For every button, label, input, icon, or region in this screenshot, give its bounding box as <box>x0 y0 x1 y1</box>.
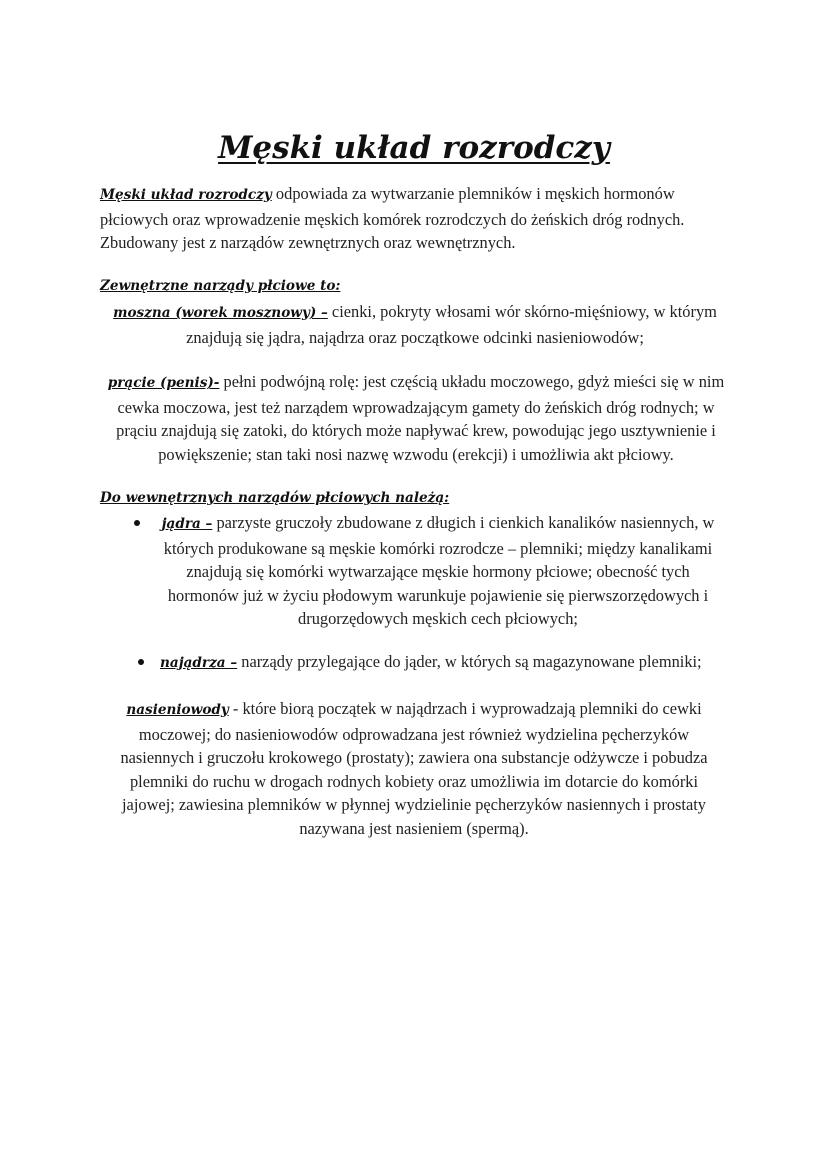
bullet-dot-najadrza <box>138 659 144 665</box>
jadra-text: parzyste gruczoły zbudowane z długich i cienkich kanalików nasiennych, w których produkowane są męskie komórki rozrodcze – plemniki; między kanalikami znajdują się komórki wytwarzające męskie hormony płciowe; obecność tych hormonów już w życiu płodowym warunkuje pojawienie się pierwszorzędowych i drugorzędowych męskich cech płciowych; <box>163 513 715 628</box>
pracie-text: pełni podwójną rolę: jest częścią układu moczowego, gdyż mieści się w nim cewka moczowa, jest też narządem wprowadzającym gamety do żeńskich dróg rodnych; w prąciu znajdują się zatoki, do których może napływać krew, powodując jego usztywnienie i powiększenie; stan taki nosi nazwę wzwodu (erekcji) i umożliwia akt płciowy. <box>116 372 725 464</box>
nasieniowody-term: nasieniowody <box>126 702 229 718</box>
pracie-term: prącie (penis)- <box>107 375 220 391</box>
najadrza-term: najądrza – <box>160 655 238 671</box>
najadrza-item <box>160 650 760 676</box>
pracie-paragraph <box>98 370 734 466</box>
najadrza-text: narządy przylegające do jąder, w których są magazynowane plemniki; <box>237 652 702 671</box>
page-title: Męski układ rozrodczy <box>218 130 610 166</box>
nasieniowody-text: - które biorą początek w najądrzach i wyprowadzają plemniki do cewki moczowej; do nasieniowodów odprowadzana jest również wydzielina pęcherzyków nasiennych i gruczołu krokowego (prostaty); zawiera ona substancje odżywcze i pobudza plemniki do ruchu w drogach rodnych kobiety oraz umożliwia im dotarcie do komórki jajowej; zawiesina plemników w płynnej wydzielinie pęcherzyków nasiennych i prostaty nazywana jest nasieniem (spermą). <box>120 699 708 838</box>
internal-heading: Do wewnętrznych narządów płciowych należą: <box>100 490 450 506</box>
jadra-item <box>150 511 726 631</box>
jadra-term: jądra – <box>161 516 213 532</box>
bullet-dot-jadra <box>134 520 140 526</box>
nasieniowody-paragraph <box>104 697 724 840</box>
external-heading: Zewnętrzne narządy płciowe to: <box>100 278 341 294</box>
intro-paragraph <box>100 182 740 255</box>
moszna-text: cienki, pokryty włosami wór skórno-mięśniowy, w którym znajdują się jądra, najądrza oraz początkowe odcinki nasieniowodów; <box>186 302 717 347</box>
intro-term: Męski układ rozrodczy <box>100 187 272 203</box>
moszna-term: moszna (worek mosznowy) – <box>113 305 328 321</box>
moszna-paragraph <box>110 300 720 349</box>
intro-text: odpowiada za wytwarzanie plemników i męskich hormonów płciowych oraz wprowadzenie męskich komórek rozrodczych do żeńskich dróg rodnych. Zbudowany jest z narządów zewnętrznych oraz wewnętrznych. <box>100 184 685 252</box>
